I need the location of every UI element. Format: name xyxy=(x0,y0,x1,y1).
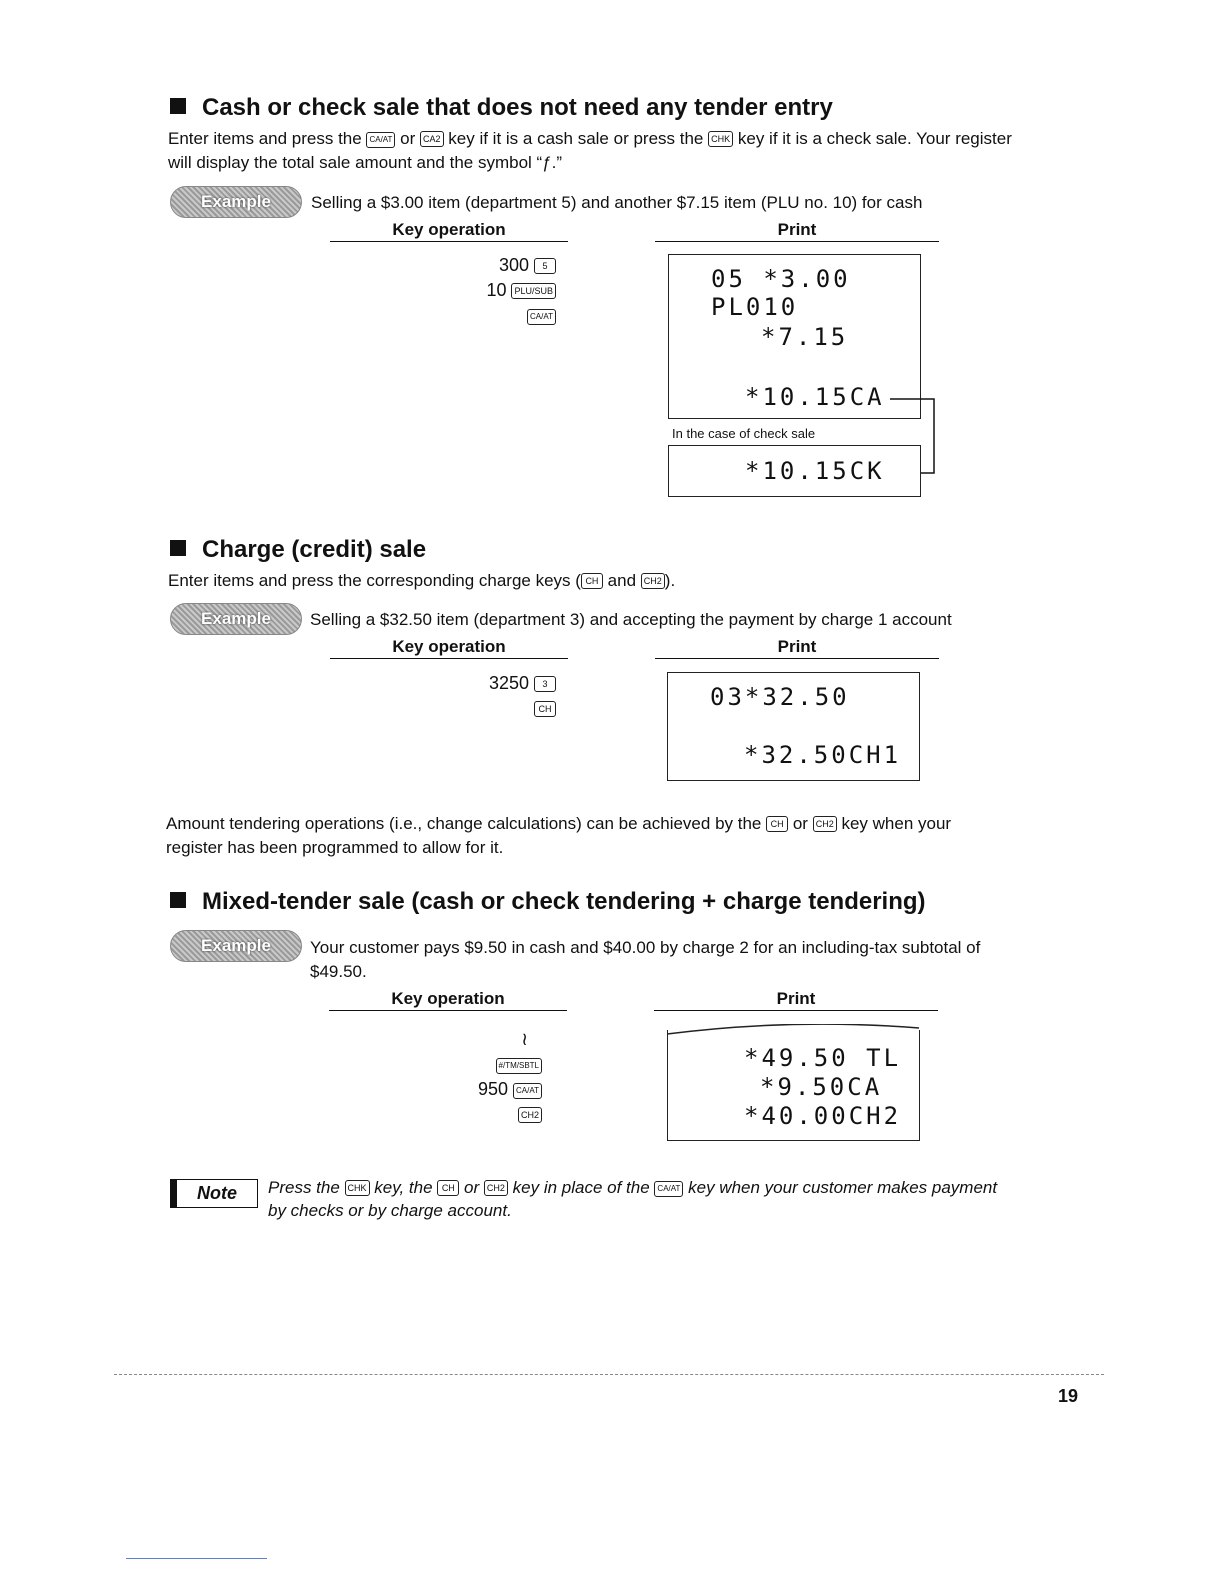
receipt-line: *49.50 TL xyxy=(744,1044,902,1072)
keyop-row xyxy=(400,696,556,721)
section2-paragraph xyxy=(168,569,675,593)
example-text: Selling a $3.00 item (department 5) and another $7.15 item (PLU no. 10) for cash xyxy=(311,193,923,212)
ca-at-key-icon: CA/AT xyxy=(654,1181,683,1197)
example-badge: Example xyxy=(170,603,302,635)
key-operation-list xyxy=(400,671,556,721)
heading-text: Charge (credit) sale xyxy=(202,536,427,563)
keyop-row xyxy=(400,278,556,303)
key-operation-header: Key operation xyxy=(330,220,568,242)
check-sale-caption: In the case of check sale xyxy=(672,426,816,441)
keyop-row xyxy=(400,671,556,696)
section1-paragraph-line1 xyxy=(168,127,1012,151)
text: or xyxy=(400,129,416,148)
key-operation-list xyxy=(400,253,556,328)
continuation-mark-icon: ≀ xyxy=(521,1029,528,1049)
keyop-row xyxy=(400,303,556,328)
section-heading-mixed-tender xyxy=(170,888,926,916)
key-operation-list xyxy=(386,1027,542,1127)
ca-at-key-icon: CA/AT xyxy=(513,1083,542,1099)
ch-key-icon: CH xyxy=(766,816,788,832)
ch-key-icon: CH xyxy=(581,573,603,589)
ch2-key-icon: CH2 xyxy=(641,573,665,589)
keyop-row xyxy=(386,1027,542,1052)
text: key if it is a check sale. Your register xyxy=(737,129,1012,148)
text: key in place of the xyxy=(512,1178,650,1197)
heading-text: Cash or check sale that does not need any tender entry xyxy=(202,94,833,121)
example-badge: Example xyxy=(170,930,302,962)
key-operation-header: Key operation xyxy=(330,637,568,659)
note-text-line1 xyxy=(268,1176,997,1199)
receipt-line: 05 *3.00 xyxy=(711,265,851,293)
receipt-line: *10.15CA xyxy=(745,383,885,411)
receipt-tear-edge xyxy=(667,1024,920,1038)
receipt-mixed-tender xyxy=(667,1030,920,1141)
text: Enter items and press the xyxy=(168,129,362,148)
note-label: Note xyxy=(170,1179,258,1208)
text: or xyxy=(792,814,808,833)
example-text: Selling a $32.50 item (department 3) and accepting the payment by charge 1 account xyxy=(310,610,952,629)
text: key when your customer makes payment xyxy=(688,1178,998,1197)
example-text-line2: $49.50. xyxy=(310,962,367,981)
text: Press the xyxy=(268,1178,340,1197)
example-badge: Example xyxy=(170,186,302,218)
bullet-square-icon xyxy=(170,892,186,908)
ca-at-key-icon: CA/AT xyxy=(366,132,395,148)
keyop-number: 3250 xyxy=(488,673,529,693)
ch2-key-icon: CH2 xyxy=(518,1107,542,1123)
ch2-key-icon: CH2 xyxy=(484,1180,508,1196)
keyop-row xyxy=(386,1052,542,1077)
keyop-number: 300 xyxy=(498,255,529,275)
plu-sub-key-icon: PLU/SUB xyxy=(511,283,556,299)
ca-at-key-icon: CA/AT xyxy=(527,309,556,325)
keyop-number: 950 xyxy=(477,1079,509,1099)
key-operation-header: Key operation xyxy=(329,989,567,1011)
text: and xyxy=(607,571,637,590)
text: Amount tendering operations (i.e., change calculations) can be achieved by the xyxy=(166,814,762,833)
receipt-charge-sale xyxy=(667,672,920,781)
dept-5-key-icon: 5 xyxy=(534,258,556,274)
section1-paragraph-line2: will display the total sale amount and the symbol “ƒ.” xyxy=(168,153,563,172)
example-text-line1: Your customer pays $9.50 in cash and $40.00 by charge 2 for an including-tax subtotal of xyxy=(310,938,981,957)
chk-key-icon: CHK xyxy=(345,1180,370,1196)
footer-link-line xyxy=(126,1558,267,1559)
keyop-number: 10 xyxy=(486,280,507,300)
text: Enter items and press the corresponding charge keys ( xyxy=(168,571,581,590)
heading-text: Mixed-tender sale (cash or check tendering + charge tendering) xyxy=(202,888,926,915)
bullet-square-icon xyxy=(170,98,186,114)
receipt-cash-sale xyxy=(668,254,921,419)
footer-divider xyxy=(114,1374,1104,1375)
print-header: Print xyxy=(655,220,939,242)
receipt-line: *7.15 xyxy=(761,323,849,351)
print-header: Print xyxy=(655,637,939,659)
text: key, the xyxy=(374,1178,433,1197)
keyop-row xyxy=(400,253,556,278)
section-heading-cash-check xyxy=(170,94,833,122)
receipt-line: 03*32.50 xyxy=(710,683,850,711)
receipt-line: *9.50CA xyxy=(760,1073,883,1101)
ch-key-icon: CH xyxy=(534,701,556,717)
chk-key-icon: CHK xyxy=(708,131,733,147)
bullet-square-icon xyxy=(170,540,186,556)
text: or xyxy=(464,1178,480,1197)
text: key if it is a cash sale or press the xyxy=(448,129,704,148)
text: ). xyxy=(664,571,676,590)
ch2-key-icon: CH2 xyxy=(813,816,837,832)
page-number: 19 xyxy=(1057,1386,1078,1406)
text: key when your xyxy=(841,814,952,833)
receipt-line: PL010 xyxy=(711,293,799,321)
keyop-row xyxy=(386,1077,542,1102)
amount-tendering-line2: register has been programmed to allow for it. xyxy=(166,838,504,857)
keyop-row xyxy=(386,1102,542,1127)
receipt-check-sale xyxy=(668,445,921,497)
amount-tendering-line1 xyxy=(166,812,951,836)
tm-sbtl-key-icon: #/TM/SBTL xyxy=(496,1058,542,1074)
note-text-line2: by checks or by charge account. xyxy=(268,1201,512,1220)
dept-3-key-icon: 3 xyxy=(534,676,556,692)
receipt-line: *40.00CH2 xyxy=(744,1102,902,1130)
print-header: Print xyxy=(654,989,938,1011)
receipt-line: *32.50CH1 xyxy=(744,741,902,769)
ch-key-icon: CH xyxy=(437,1180,459,1196)
section-heading-charge-sale xyxy=(170,536,426,564)
receipt-line: *10.15CK xyxy=(745,457,885,485)
ca2-key-icon: CA2 xyxy=(420,131,444,147)
